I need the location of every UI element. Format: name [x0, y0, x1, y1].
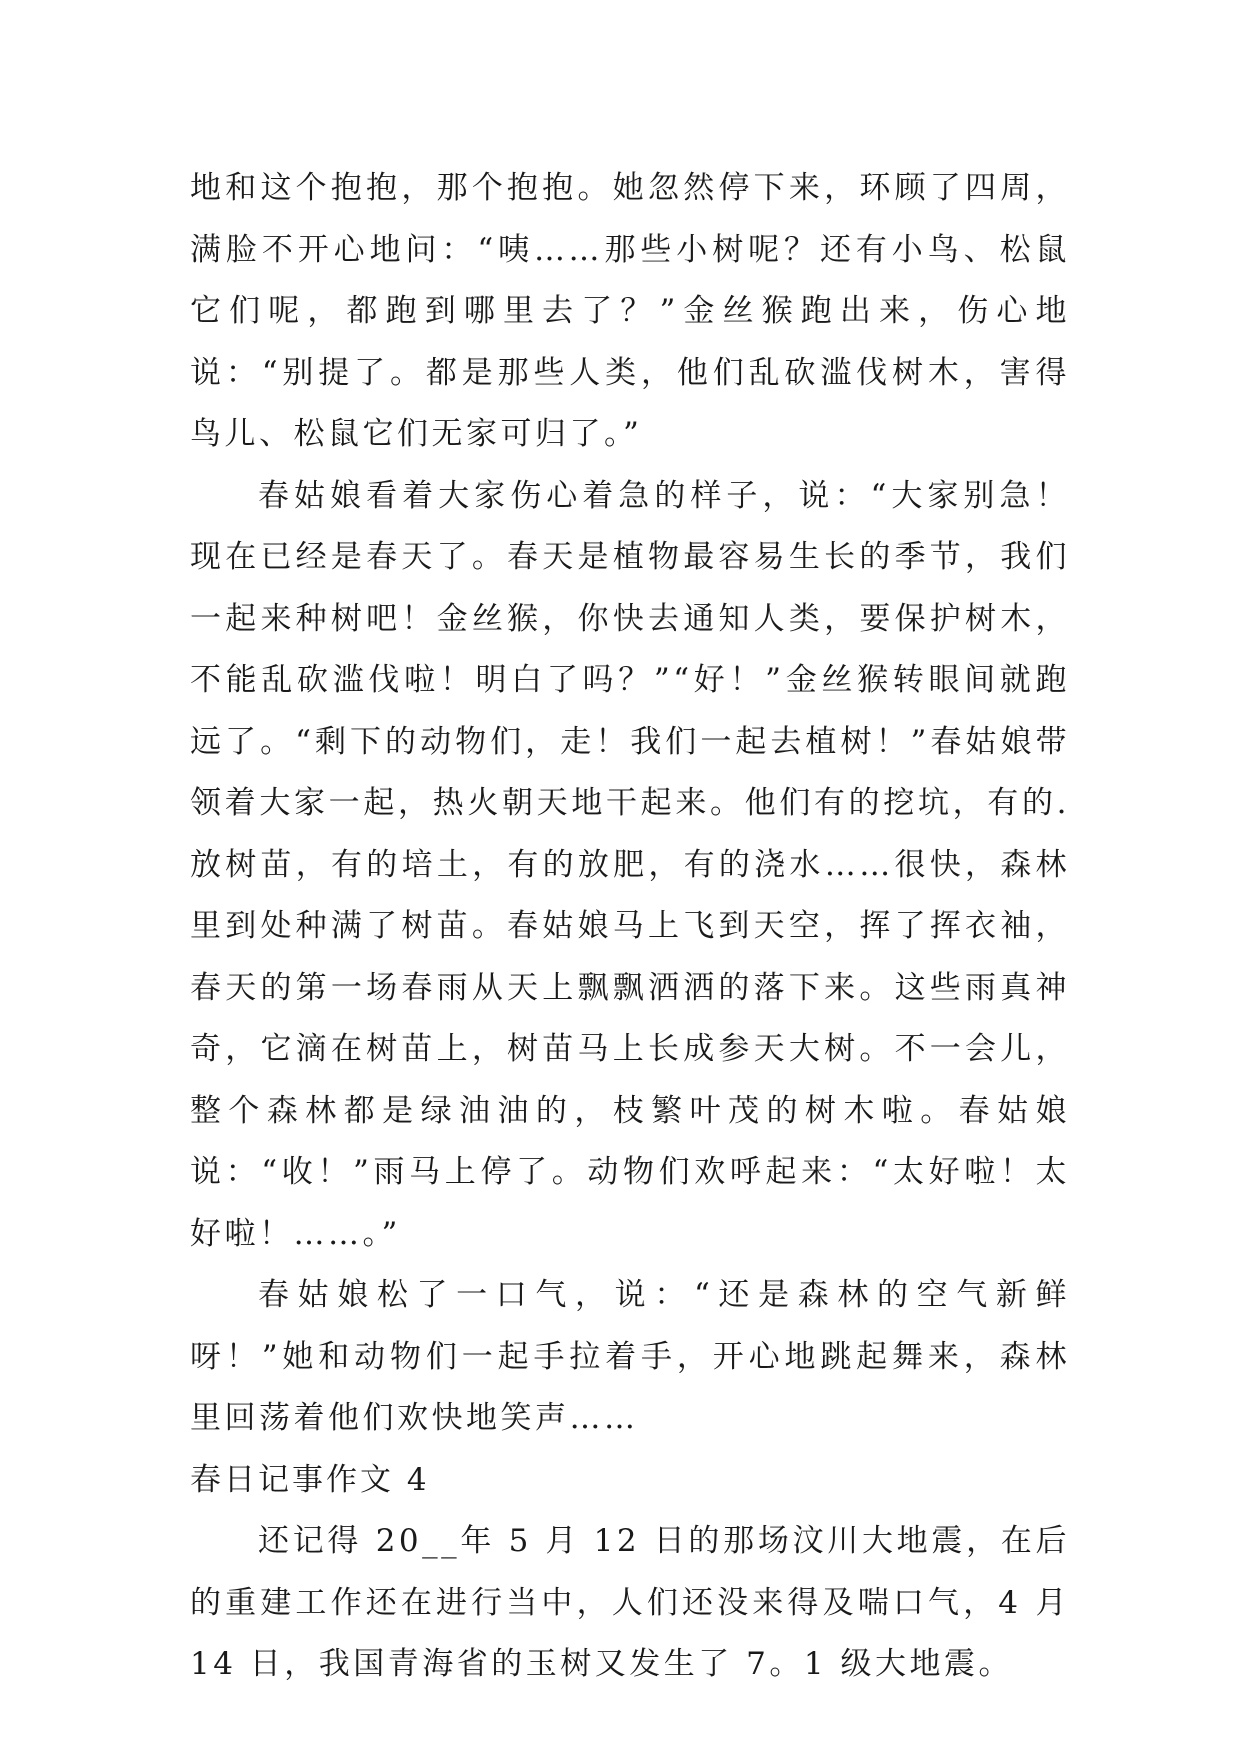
paragraph-2: 春姑娘看着大家伤心着急的样子，说：“大家别急！现在已经是春天了。春天是植物最容易生长的季节，我们一起来种树吧！金丝猴，你快去通知人类，要保护树木，不能乱砍滥伐啦！明白了吗？”“好！”金丝猴转眼间就跑远了。“剩下的动物们，走！我们一起去植树！”春姑娘带领着大家一起，热火朝天地干起来。他们有的挖坑，有的.放树苗，有的培土，有的放肥，有的浇水……很快，森林里到处种满了树苗。春姑娘马上飞到天空，挥了挥衣袖，春天的第一场春雨从天上飘飘洒洒的落下来。这些雨真神奇，它滴在树苗上，树苗马上长成参天大树。不一会儿，整个森林都是绿油油的，枝繁叶茂的树木啦。春姑娘说：“收！”雨马上停了。动物们欢呼起来：“太好啦！太好啦！……。”	[190, 477, 1070, 1252]
document-body	[190, 158, 1070, 1696]
section-paragraph: 还记得 20__年 5 月 12 日的那场汶川大地震，在后的重建工作还在进行当中，人们还没来得及喘口气，4 月 14 日，我国青海省的玉树又发生了 7。1 级大地震。	[190, 1523, 1070, 1682]
section-heading: 春日记事作文 4	[190, 1461, 430, 1498]
paragraph-1: 地和这个抱抱，那个抱抱。她忽然停下来，环顾了四周，满脸不开心地问：“咦……那些小树呢？还有小鸟、松鼠它们呢，都跑到哪里去了？”金丝猴跑出来，伤心地说：“别提了。都是那些人类，他们乱砍滥伐树木，害得鸟儿、松鼠它们无家可归了。”	[190, 170, 1070, 452]
paragraph-3: 春姑娘松了一口气，说：“还是森林的空气新鲜呀！”她和动物们一起手拉着手，开心地跳起舞来，森林里回荡着他们欢快地笑声……	[190, 1277, 1070, 1436]
